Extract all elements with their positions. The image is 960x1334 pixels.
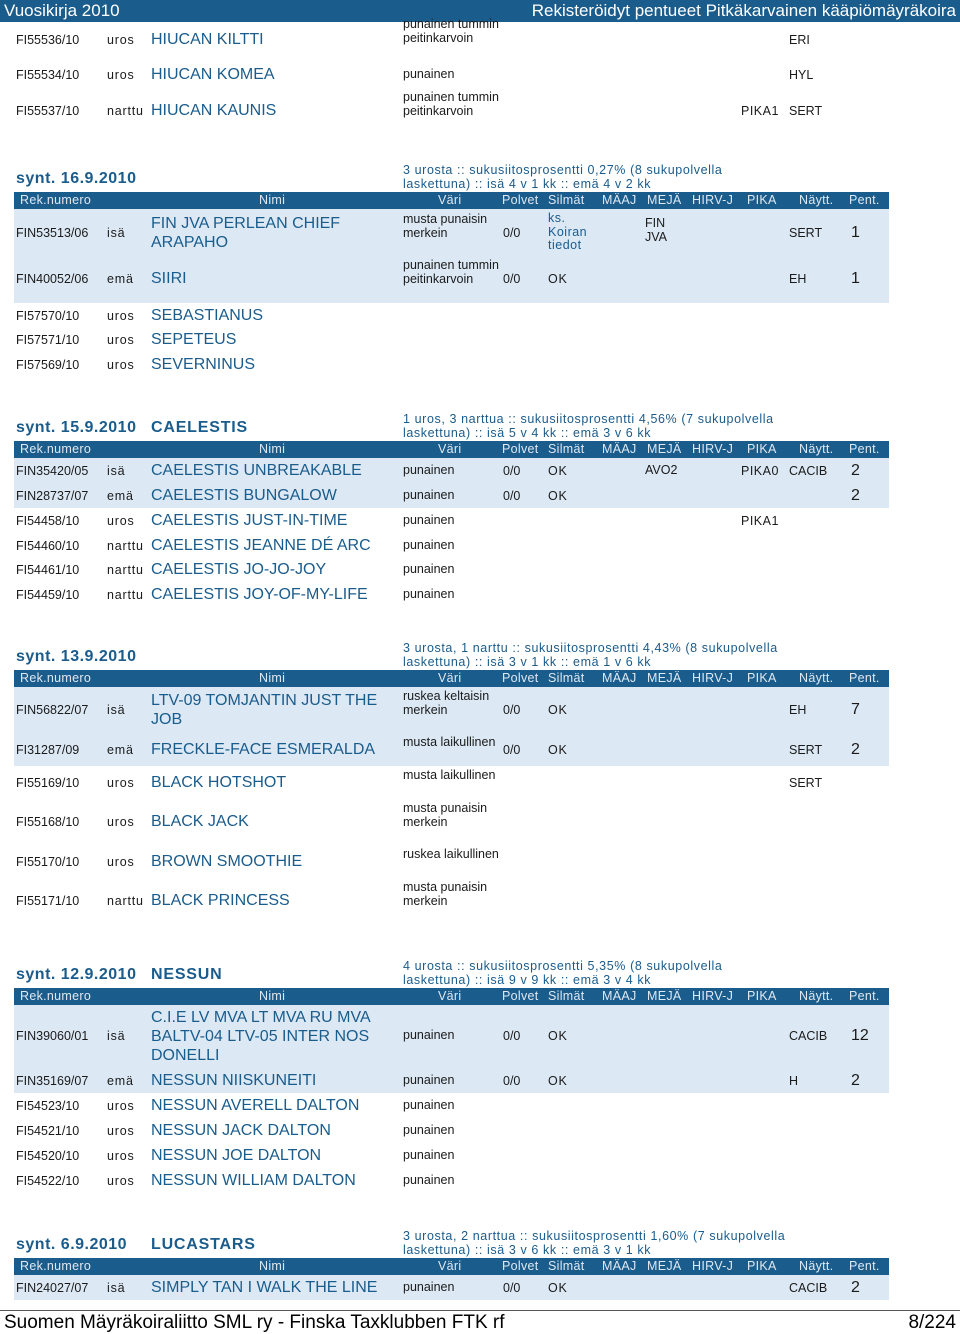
litter-info <box>403 1230 889 1257</box>
cell-maaj: MÄAJ <box>602 193 637 207</box>
color: punainen tummin peitinkarvoin <box>403 17 499 45</box>
cell-show: CACIB <box>789 1029 828 1043</box>
cell-pol: 0/0 <box>503 226 521 240</box>
table-row <box>14 687 889 733</box>
cell-eyes: OK <box>548 1281 568 1295</box>
litter-info-line: laskettuna) :: isä 4 v 1 kk :: emä 4 v 2 kk <box>403 176 652 191</box>
cell-pol: 0/0 <box>503 703 521 717</box>
table-row <box>14 799 889 845</box>
litter-section <box>14 162 889 377</box>
color: punainen <box>403 67 455 81</box>
cell-info-2: laskettuna) :: isä 3 v 6 kk :: emä 3 v 1 kk <box>403 1242 652 1257</box>
cell-reg: FI54523/10 <box>16 1099 80 1113</box>
cell-reg: Rek.numero <box>20 671 92 685</box>
cell-color: punainen <box>403 1028 455 1042</box>
reg-number: FI55536/10 <box>16 33 80 47</box>
cell-pika: PIKA <box>747 1259 777 1273</box>
cell-color: Väri <box>438 671 462 685</box>
cell-hirv: HIRV-J <box>692 671 734 685</box>
cell-role: narttu <box>107 563 144 577</box>
cell-pol: Polvet <box>502 1259 539 1273</box>
cell-reg: FIN35169/07 <box>16 1074 89 1088</box>
cell-pika: PIKA <box>747 442 777 456</box>
cell-pol: Polvet <box>502 442 539 456</box>
cell-reg: FI54521/10 <box>16 1124 80 1138</box>
top-rows <box>14 17 889 136</box>
cell-info-1: 3 urosta, 1 narttu :: sukusiitosprosentti 4,43% (8 sukupolvella <box>403 641 778 655</box>
cell-pent: Pent. <box>849 671 880 685</box>
cell-eyes: Silmät <box>548 442 585 456</box>
cell-color: musta laikullinen <box>403 735 496 749</box>
cell-color: punainen <box>403 562 455 576</box>
litter-header <box>14 640 889 670</box>
cell-color: punainen <box>403 1173 455 1187</box>
cell-pol: 0/0 <box>503 464 521 478</box>
table-row <box>14 352 889 377</box>
litter-date: synt. 16.9.2010 <box>16 170 137 187</box>
cell-name: BLACK HOTSHOT <box>151 774 287 791</box>
cell-role: uros <box>107 514 135 528</box>
table-row <box>14 533 889 557</box>
litter-header <box>14 1228 889 1258</box>
cell-reg: FI55168/10 <box>16 815 80 829</box>
cell-pol: Polvet <box>502 671 539 685</box>
cell-show: SERT <box>789 226 823 240</box>
cell-pol: 0/0 <box>503 1074 521 1088</box>
color: punainen tummin peitinkarvoin <box>403 90 499 118</box>
cell-show: SERT <box>789 776 823 790</box>
cell-reg: FIN24027/07 <box>16 1281 89 1295</box>
cell-kennel: NESSUN <box>151 966 223 983</box>
table-header <box>14 670 889 687</box>
cell-name: FIN JVA PERLEAN CHIEF ARAPAHO <box>151 215 341 251</box>
cell-color: punainen <box>403 587 455 601</box>
cell-meja: FIN JVA <box>645 216 667 244</box>
cell-meja: MEJÄ <box>647 1259 682 1273</box>
cell-reg: FIN56822/07 <box>16 703 89 717</box>
litter-info <box>403 413 889 440</box>
litter-section <box>14 958 889 1193</box>
cell-color: punainen <box>403 1073 455 1087</box>
cell-pent: 2 <box>851 1072 860 1089</box>
cell-pika: PIKA <box>747 989 777 1003</box>
cell-color: Väri <box>438 442 462 456</box>
table-row <box>14 59 889 92</box>
cell-maaj: MÄAJ <box>602 671 637 685</box>
cell-pol: Polvet <box>502 193 539 207</box>
cell-reg: FI55169/10 <box>16 776 80 790</box>
cell-color: punainen <box>403 1123 455 1137</box>
cell-pol: 0/0 <box>503 272 521 286</box>
cell-color: punainen <box>403 538 455 552</box>
cell-info-2: laskettuna) :: isä 9 v 9 kk :: emä 3 v 4 kk <box>403 972 652 987</box>
cell-reg: FI54520/10 <box>16 1149 80 1163</box>
table-row <box>14 845 889 878</box>
litter-section <box>14 411 889 607</box>
table-row <box>14 733 889 766</box>
cell-reg: FI57571/10 <box>16 333 80 347</box>
cell-info-1: 3 urosta, 2 narttua :: sukusiitosprosentti 1,60% (7 sukupolvella <box>403 1229 786 1243</box>
table-header <box>14 988 889 1005</box>
cell-reg: Rek.numero <box>20 193 92 207</box>
cell-name: NESSUN NIISKUNEITI <box>151 1072 317 1089</box>
cell-name: CAELESTIS JEANNE DÉ ARC <box>151 537 371 554</box>
cell-name: CAELESTIS BUNGALOW <box>151 487 337 504</box>
cell-pika: PIKA <box>747 193 777 207</box>
litter-info-line: 3 urosta :: sukusiitosprosentti 0,27% (8 sukupolvella <box>403 163 723 177</box>
cell-role: uros <box>107 1124 135 1138</box>
show-result: ERI <box>789 33 810 47</box>
cell-meja: MEJÄ <box>647 442 682 456</box>
cell-eyes: ks. Koiran tiedot <box>548 211 588 252</box>
cell-pol: Polvet <box>502 989 539 1003</box>
cell-reg: FI57569/10 <box>16 358 80 372</box>
cell-color: punainen tummin peitinkarvoin <box>403 258 499 286</box>
cell-color: musta laikullinen <box>403 768 496 782</box>
table-header <box>14 1258 889 1275</box>
cell-name: NESSUN AVERELL DALTON <box>151 1097 360 1114</box>
cell-info-2: laskettuna) :: isä 3 v 1 kk :: emä 1 v 6 kk <box>403 654 652 669</box>
cell-date: synt. 13.9.2010 <box>16 648 137 665</box>
cell-info-1: 1 uros, 3 narttua :: sukusiitosprosentti 4,56% (7 sukupolvella <box>403 412 774 426</box>
cell-pent: Pent. <box>849 989 880 1003</box>
cell-maaj: MÄAJ <box>602 442 637 456</box>
cell-reg: FIN40052/06 <box>16 272 89 286</box>
cell-color: punainen <box>403 463 455 477</box>
cell-show: Näytt. <box>799 1259 834 1273</box>
cell-meja: MEJÄ <box>647 193 682 207</box>
cell-reg: FIN35420/05 <box>16 464 89 478</box>
page-number: 8/224 <box>908 1311 956 1333</box>
cell-hirv: HIRV-J <box>692 193 734 207</box>
cell-info-1: 4 urosta :: sukusiitosprosentti 5,35% (8 sukupolvella <box>403 959 723 973</box>
cell-color: punainen <box>403 1098 455 1112</box>
table-row <box>14 1118 889 1143</box>
cell-reg: FIN39060/01 <box>16 1029 89 1043</box>
table-row <box>14 1068 889 1093</box>
header-left: Vuosikirja 2010 <box>4 1 120 20</box>
table-row <box>14 878 889 924</box>
cell-color: Väri <box>438 989 462 1003</box>
table-row <box>14 582 889 607</box>
litter-section <box>14 1228 889 1300</box>
cell-name: Nimi <box>259 671 286 685</box>
cell-reg: Rek.numero <box>20 989 92 1003</box>
table-row <box>14 1143 889 1168</box>
cell-pent: 2 <box>851 462 860 479</box>
cell-color: punainen <box>403 488 455 502</box>
litter-info <box>403 164 889 191</box>
cell-color: punainen <box>403 1280 455 1294</box>
cell-name: SIIRI <box>151 270 187 287</box>
cell-name: CAELESTIS JO-JO-JOY <box>151 561 327 578</box>
cell-name: NESSUN JOE DALTON <box>151 1147 322 1164</box>
table-row <box>14 92 889 136</box>
cell-color: ruskea laikullinen <box>403 847 499 861</box>
table-row <box>14 209 889 258</box>
cell-show: Näytt. <box>799 989 834 1003</box>
cell-pent: Pent. <box>849 1259 880 1273</box>
cell-eyes: OK <box>548 703 568 717</box>
cell-role: uros <box>107 358 135 372</box>
cell-pika: PIKA1 <box>741 514 779 528</box>
table-row <box>14 557 889 582</box>
show-result: SERT <box>789 104 823 118</box>
table-row <box>14 258 889 303</box>
page-footer <box>0 1310 960 1334</box>
cell-eyes: OK <box>548 1029 568 1043</box>
table-row <box>14 1168 889 1193</box>
cell-name: NESSUN WILLIAM DALTON <box>151 1172 356 1189</box>
litter-info <box>403 642 889 669</box>
footer-left: Suomen Mäyräkoiraliitto SML ry - Finska Taxklubben FTK rf <box>4 1311 505 1333</box>
cell-reg: FI54522/10 <box>16 1174 80 1188</box>
cell-name: BROWN SMOOTHIE <box>151 853 303 870</box>
litter-header <box>14 162 889 192</box>
cell-name: Nimi <box>259 1259 286 1273</box>
cell-meja: MEJÄ <box>647 989 682 1003</box>
cell-name: SEVERNINUS <box>151 356 256 373</box>
table-row <box>14 458 889 483</box>
cell-date: synt. 12.9.2010 <box>16 966 137 983</box>
cell-kennel: CAELESTIS <box>151 419 248 436</box>
cell-pol: 0/0 <box>503 743 521 757</box>
role: uros <box>107 33 135 47</box>
cell-eyes: OK <box>548 464 568 478</box>
cell-pent: 2 <box>851 1279 860 1296</box>
dog-name: HIUCAN KOMEA <box>151 66 275 83</box>
show-result: HYL <box>789 68 814 82</box>
cell-reg: FIN53513/06 <box>16 226 89 240</box>
cell-color: Väri <box>438 193 462 207</box>
cell-name: BLACK PRINCESS <box>151 892 290 909</box>
cell-reg: FI55171/10 <box>16 894 80 908</box>
reg-number: FI55537/10 <box>16 104 80 118</box>
cell-pent: 7 <box>851 701 860 718</box>
cell-reg: Rek.numero <box>20 442 92 456</box>
table-row <box>14 327 889 352</box>
cell-pent: 1 <box>851 270 860 287</box>
litter-section <box>14 640 889 924</box>
cell-show: EH <box>789 703 807 717</box>
cell-name: SEBASTIANUS <box>151 307 264 324</box>
cell-role: isä <box>107 464 126 478</box>
cell-name: NESSUN JACK DALTON <box>151 1122 331 1139</box>
cell-name: LTV-09 TOMJANTIN JUST THE JOB <box>151 692 378 728</box>
table-header <box>14 441 889 458</box>
cell-show: CACIB <box>789 1281 828 1295</box>
cell-name: BLACK JACK <box>151 813 249 830</box>
cell-reg: Rek.numero <box>20 1259 92 1273</box>
cell-name: SEPETEUS <box>151 331 237 348</box>
cell-eyes: Silmät <box>548 193 585 207</box>
cell-pol: 0/0 <box>503 489 521 503</box>
cell-role: emä <box>107 1074 134 1088</box>
cell-reg: FI54458/10 <box>16 514 80 528</box>
table-header <box>14 192 889 209</box>
cell-role: emä <box>107 489 134 503</box>
cell-pent: Pent. <box>849 193 880 207</box>
cell-role: uros <box>107 815 135 829</box>
litter-header <box>14 958 889 988</box>
cell-role: isä <box>107 1029 126 1043</box>
cell-show: H <box>789 1074 799 1088</box>
table-row <box>14 508 889 533</box>
cell-reg: FI55170/10 <box>16 855 80 869</box>
cell-info-2: laskettuna) :: isä 5 v 4 kk :: emä 3 v 6 kk <box>403 425 652 440</box>
table-row <box>14 1005 889 1068</box>
header-right: Rekisteröidyt pentueet Pitkäkarvainen kääpiömäyräkoira <box>531 1 956 20</box>
reg-number: FI55534/10 <box>16 68 80 82</box>
cell-reg: FI54460/10 <box>16 539 80 553</box>
cell-reg: FIN28737/07 <box>16 489 89 503</box>
cell-color: musta punaisin merkein <box>403 212 488 240</box>
role: uros <box>107 68 135 82</box>
cell-show: SERT <box>789 743 823 757</box>
cell-reg: FI54459/10 <box>16 588 80 602</box>
cell-pika: PIKA0 <box>741 464 779 478</box>
litter-info <box>403 960 889 987</box>
cell-name: CAELESTIS UNBREAKABLE <box>151 462 362 479</box>
cell-role: narttu <box>107 539 144 553</box>
cell-role: uros <box>107 309 135 323</box>
cell-pent: 1 <box>851 224 860 241</box>
cell-show: CACIB <box>789 464 828 478</box>
cell-name: Nimi <box>259 193 286 207</box>
cell-color: punainen <box>403 513 455 527</box>
cell-name: CAELESTIS JUST-IN-TIME <box>151 512 348 529</box>
cell-role: isä <box>107 1281 126 1295</box>
table-row <box>14 766 889 799</box>
cell-pent: Pent. <box>849 442 880 456</box>
cell-show: Näytt. <box>799 193 834 207</box>
cell-reg: FI54461/10 <box>16 563 80 577</box>
cell-hirv: HIRV-J <box>692 1259 734 1273</box>
cell-meja: MEJÄ <box>647 671 682 685</box>
cell-eyes: Silmät <box>548 671 585 685</box>
cell-hirv: HIRV-J <box>692 989 734 1003</box>
cell-name: SIMPLY TAN I WALK THE LINE <box>151 1279 378 1296</box>
cell-role: isä <box>107 226 126 240</box>
cell-eyes: OK <box>548 743 568 757</box>
cell-name: Nimi <box>259 989 286 1003</box>
cell-color: punainen <box>403 1148 455 1162</box>
cell-role: uros <box>107 855 135 869</box>
cell-role: emä <box>107 743 134 757</box>
table-row <box>14 17 889 59</box>
table-row <box>14 483 889 508</box>
cell-eyes: Silmät <box>548 989 585 1003</box>
cell-name: C.I.E LV MVA LT MVA RU MVA BALTV-04 LTV-05 INTER NOS DONELLI <box>151 1009 370 1064</box>
cell-date: synt. 15.9.2010 <box>16 419 137 436</box>
cell-pol: 0/0 <box>503 1281 521 1295</box>
table-row <box>14 303 889 327</box>
cell-pika: PIKA <box>747 671 777 685</box>
litter-header <box>14 411 889 441</box>
cell-show: Näytt. <box>799 671 834 685</box>
table-row <box>14 1275 889 1300</box>
cell-color: musta punaisin merkein <box>403 880 488 908</box>
role: narttu <box>107 104 144 118</box>
cell-eyes: OK <box>548 1074 568 1088</box>
cell-role: narttu <box>107 588 144 602</box>
cell-date: synt. 6.9.2010 <box>16 1236 128 1253</box>
cell-name: FRECKLE-FACE ESMERALDA <box>151 741 376 758</box>
cell-role: uros <box>107 1149 135 1163</box>
pika-result: PIKA1 <box>741 104 779 118</box>
cell-eyes: OK <box>548 489 568 503</box>
cell-show: EH <box>789 272 807 286</box>
cell-role: emä <box>107 272 134 286</box>
cell-reg: FI31287/09 <box>16 743 80 757</box>
cell-maaj: MÄAJ <box>602 1259 637 1273</box>
cell-color: Väri <box>438 1259 462 1273</box>
cell-reg: FI57570/10 <box>16 309 80 323</box>
cell-color: musta punaisin merkein <box>403 801 488 829</box>
cell-name: CAELESTIS JOY-OF-MY-LIFE <box>151 586 368 603</box>
cell-role: uros <box>107 333 135 347</box>
dog-name: HIUCAN KAUNIS <box>151 102 277 119</box>
cell-eyes: Silmät <box>548 1259 585 1273</box>
cell-name: Nimi <box>259 442 286 456</box>
cell-meja: AVO2 <box>645 463 678 477</box>
cell-role: uros <box>107 776 135 790</box>
cell-role: uros <box>107 1099 135 1113</box>
dog-name: HIUCAN KILTTI <box>151 31 264 48</box>
cell-maaj: MÄAJ <box>602 989 637 1003</box>
cell-show: Näytt. <box>799 442 834 456</box>
table-row <box>14 1093 889 1118</box>
cell-pent: 2 <box>851 487 860 504</box>
cell-pol: 0/0 <box>503 1029 521 1043</box>
cell-kennel: LUCASTARS <box>151 1236 256 1253</box>
cell-pent: 12 <box>851 1027 869 1044</box>
cell-eyes: OK <box>548 272 568 286</box>
cell-role: isä <box>107 703 126 717</box>
cell-pent: 2 <box>851 741 860 758</box>
cell-color: ruskea keltaisin merkein <box>403 689 490 717</box>
cell-role: uros <box>107 1174 135 1188</box>
cell-hirv: HIRV-J <box>692 442 734 456</box>
cell-role: narttu <box>107 894 144 908</box>
